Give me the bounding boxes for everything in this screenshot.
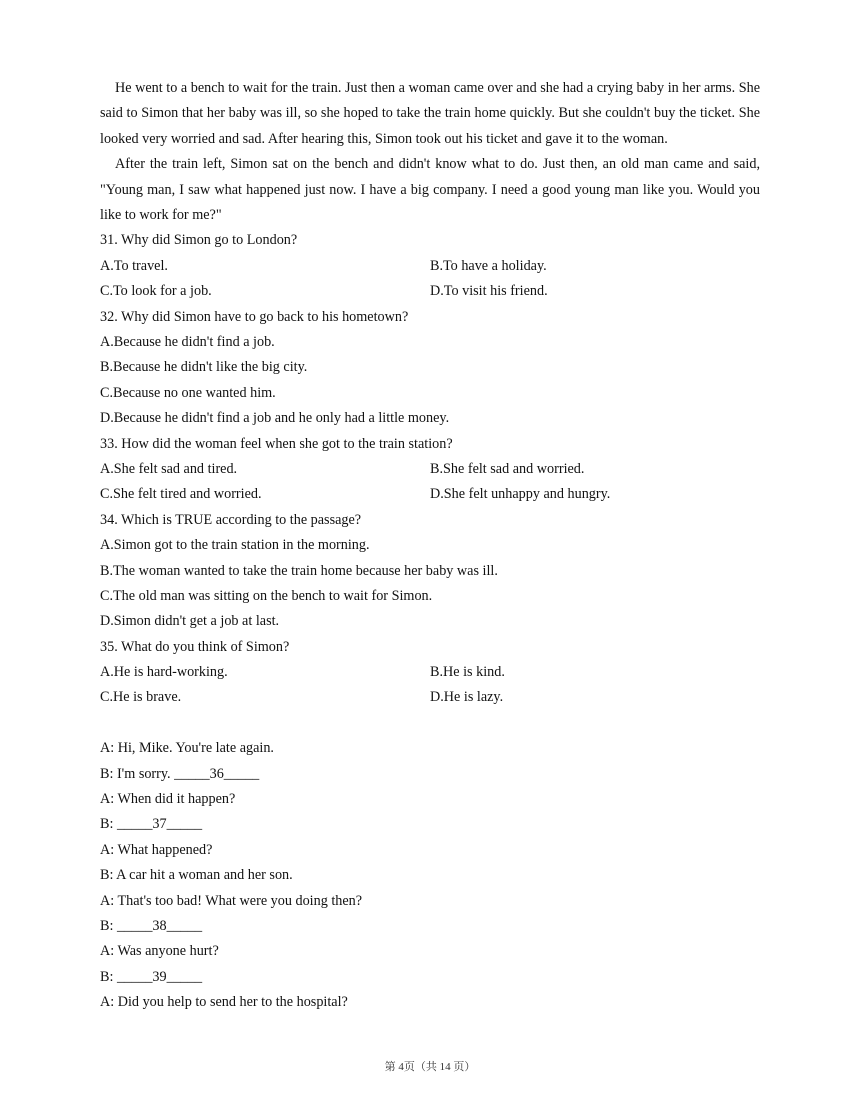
dialogue-line: B: _____37_____ xyxy=(100,816,203,833)
question-35-option-c: C.He is brave. xyxy=(100,689,182,706)
question-35-stem: 35. What do you think of Simon? xyxy=(100,638,290,655)
question-33-options-row-2 xyxy=(100,482,760,507)
question-35-option-d: D.He is lazy. xyxy=(430,689,504,706)
question-32-stem: 32. Why did Simon have to go back to his hometown? xyxy=(100,308,409,325)
question-34-option-b: B.The woman wanted to take the train home because her baby was ill. xyxy=(100,562,498,579)
question-35-option-b: B.He is kind. xyxy=(430,664,505,681)
dialogue-line: A: When did it happen? xyxy=(100,791,236,808)
question-34-option-a: A.Simon got to the train station in the morning. xyxy=(100,537,370,554)
question-32-option-a: A.Because he didn't find a job. xyxy=(100,334,275,350)
question-35-option-a: A.He is hard-working. xyxy=(100,664,228,681)
dialogue-line: B: _____39_____ xyxy=(100,968,203,985)
page-number-footer: 第 4页（共 14 页） xyxy=(384,1061,476,1073)
question-32-option-c: C.Because no one wanted him. xyxy=(100,384,276,401)
question-31-option-c: C.To look for a job. xyxy=(100,283,212,300)
question-32-option-b: B.Because he didn't like the big city. xyxy=(100,359,308,376)
dialogue-line: A: What happened? xyxy=(100,841,213,858)
question-33-stem: 33. How did the woman feel when she got to the train station? xyxy=(100,435,453,452)
question-33-options-row-1 xyxy=(100,457,760,482)
question-33-option-c: C.She felt tired and worried. xyxy=(100,486,262,503)
question-31-option-d: D.To visit his friend. xyxy=(430,283,548,300)
page-content xyxy=(100,76,760,1016)
question-31-options-row-2 xyxy=(100,279,760,304)
question-34-option-d: D.Simon didn't get a job at last. xyxy=(100,613,280,630)
dialogue-line: A: That's too bad! What were you doing then? xyxy=(100,892,363,909)
dialogue xyxy=(100,736,760,1015)
dialogue-line: B: _____38_____ xyxy=(100,917,203,934)
dialogue-line: B: I'm sorry. _____36_____ xyxy=(100,765,260,782)
passage-paragraph-1: He went to a bench to wait for the train. Just then a woman came over and she had a crying baby in her arms. She said to Simon that her baby was ill, so she hoped to take the train home quickly. But she couldn't buy the ticket. She looked very worried and sad. After hearing this, Simon took out his ticket and gave it to the woman. xyxy=(100,80,760,147)
question-31-options-row-1 xyxy=(100,254,760,279)
question-34-stem: 34. Which is TRUE according to the passage? xyxy=(100,511,362,528)
question-33-option-b: B.She felt sad and worried. xyxy=(430,460,585,477)
question-31-option-b: B.To have a holiday. xyxy=(430,257,547,274)
question-31-stem: 31. Why did Simon go to London? xyxy=(100,232,298,249)
question-32-option-d: D.Because he didn't find a job and he only had a little money. xyxy=(100,410,450,427)
question-33-option-a: A.She felt sad and tired. xyxy=(100,460,238,477)
question-33-option-d: D.She felt unhappy and hungry. xyxy=(430,486,611,503)
dialogue-line: A: Did you help to send her to the hospital? xyxy=(100,994,348,1011)
section-spacer xyxy=(100,711,760,736)
question-31-option-a: A.To travel. xyxy=(100,257,168,274)
question-34-option-c: C.The old man was sitting on the bench to wait for Simon. xyxy=(100,587,433,604)
dialogue-line: A: Hi, Mike. You're late again. xyxy=(100,740,274,757)
passage-paragraph-2: After the train left, Simon sat on the bench and didn't know what to do. Just then, an old man came and said, "Young man, I saw what happened just now. I have a big company. I need a good young man like you. Would you like to work for me?" xyxy=(100,156,760,224)
question-35-options-row-2 xyxy=(100,685,760,710)
dialogue-line: A: Was anyone hurt? xyxy=(100,943,219,960)
dialogue-line: B: A car hit a woman and her son. xyxy=(100,867,293,884)
question-35-options-row-1 xyxy=(100,660,760,685)
